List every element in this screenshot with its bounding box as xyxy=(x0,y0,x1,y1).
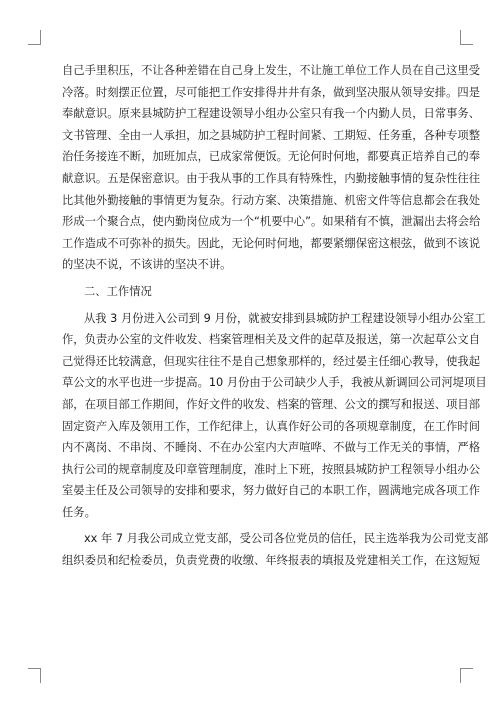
text-line: 形成一个聚合点，使内勤岗位成为一个“机要中心”。如果稍有不慎，泄漏出去将会给 xyxy=(62,215,481,229)
paragraph-attitude xyxy=(62,60,481,276)
crop-mark-top-right xyxy=(460,30,473,45)
text-line: 从我 3 月份进入公司到 9 月份，就被安排到县城防护工程建设领导小组办公室工 xyxy=(84,311,486,325)
text-line: 内不离岗、不串岗、不睡岗、不在办公室内大声喧哗、不做与工作无关的事情，严格 xyxy=(62,441,480,455)
text-line: 作，负责办公室的文件收发、档案管理相关及文件的起草及报送，第一次起草公文自 xyxy=(62,333,480,347)
text-line: 部，在项目部工作期间，作好文件的收发、档案的管理、公文的撰写和报送、项目部 xyxy=(62,397,480,411)
crop-mark-bottom-left xyxy=(28,668,41,683)
text-line: 奉献意识。原来县城防护工程建设领导小组办公室只有我一个内勤人员，日常事务、 xyxy=(62,107,480,121)
text-line: 固定资产入库及领用工作，工作纪律上，认真作好公司的各项规章制度，在工作时间 xyxy=(62,419,480,433)
text-line: 室晏主任及公司领导的安排和要求，努力做好自己的本职工作，圆满地完成各项工作 xyxy=(62,484,480,498)
text-line: 自己手里积压，不让各种差错在自己身上发生，不让施工单位工作人员在自己这里受 xyxy=(62,64,480,77)
text-line: 冷落。时刻摆正位置，尽可能把工作安排得井井有条，做到坚决服从领导安排。四是 xyxy=(62,85,480,99)
text-line: 执行公司的规章制度及印章管理制度，准时上下班，按照县城防护工程领导小组办公 xyxy=(62,462,480,476)
crop-mark-bottom-right xyxy=(460,668,473,683)
text-line: 任务。 xyxy=(62,505,96,519)
text-line: 己觉得还比较满意，但现实往往不是自己想象那样的，经过晏主任细心教导，使我起 xyxy=(62,354,480,368)
text-line: 工作造成不可弥补的损失。因此，无论何时何地，都要紧绷保密这根弦，做到不该说 xyxy=(62,236,480,250)
text-line: 比其他外勤接触的事情更为复杂。行动方案、决策措施、机密文件等信息都会在我处 xyxy=(62,193,480,207)
text-line: 献意识。五是保密意识。由于我从事的工作具有特殊性，内勤接触事情的复杂性往往 xyxy=(62,171,480,185)
text-line: 治任务接连不断，加班加点，已成家常便饭。无论何时何地，都要真正培养自己的奉 xyxy=(62,150,480,164)
crop-mark-top-left xyxy=(28,30,41,45)
text-line: 文书管理、全由一人承担，加之县城防护工程时间紧、工期短、任务重，各种专项整 xyxy=(62,128,480,142)
text-line: xx 年 7 月我公司成立党支部，受公司各位党员的信任，民主选举我为公司党支部 xyxy=(84,532,489,546)
document-body xyxy=(62,60,489,572)
text-line: 的坚决不说，不该讲的坚决不讲。 xyxy=(62,258,232,272)
paragraph-work-situation xyxy=(62,308,487,524)
text-line: 草公文的水平也进一步提高。10 月份由于公司缺少人手，我被从新调回公司河堤项目 xyxy=(62,376,487,390)
paragraph-party-branch xyxy=(62,528,489,571)
section-heading: 二、工作情况 xyxy=(84,284,152,298)
text-line: 组织委员和纪检委员，负责党费的收缴、年终报表的填报及党建相关工作，在这短短 xyxy=(62,554,480,568)
